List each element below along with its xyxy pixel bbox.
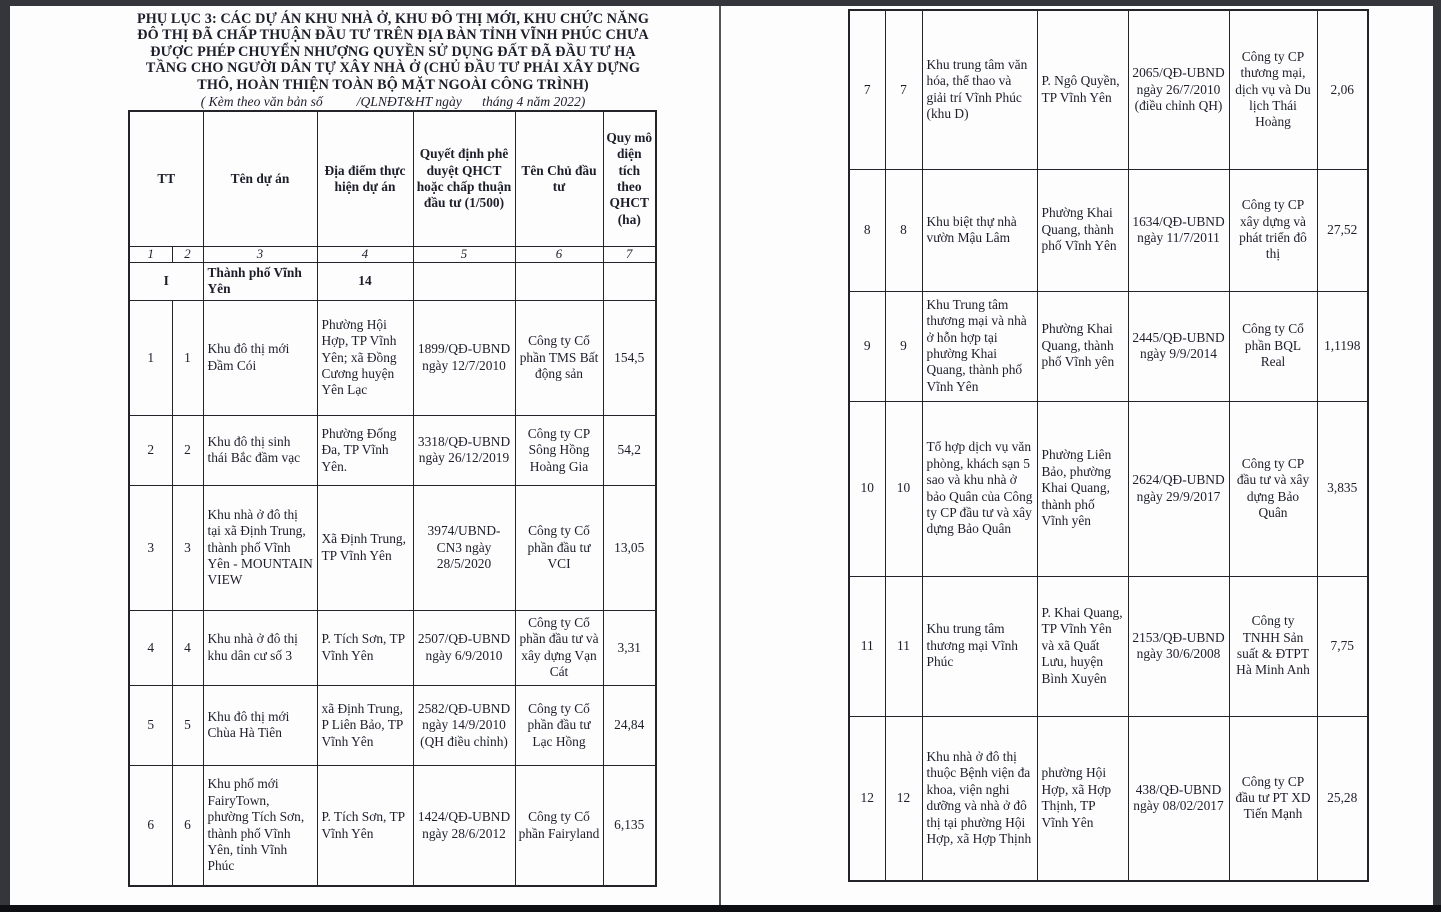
- section-count: 14: [317, 263, 413, 301]
- cell-investor: Công ty CP thương mại, dịch vụ và Du lịch Thái Hoàng: [1229, 10, 1317, 169]
- cell-project-name: Khu nhà ở đô thị thuộc Bệnh viện đa khoa, viện nghi dưỡng và nhà ở đô thị tại phường Hội Hợp, xã Hợp Thịnh: [922, 716, 1037, 881]
- cell-location: P. Khai Quang, TP Vĩnh Yên và xã Quất Lưu, huyện Bình Xuyên: [1037, 576, 1128, 716]
- cell-area: 3,31: [603, 610, 656, 685]
- cell-decision: 2624/QĐ-UBND ngày 29/9/2017: [1128, 401, 1229, 576]
- cell-project-name: Khu trung tâm thương mại Vĩnh Phúc: [922, 576, 1037, 716]
- cell-row-number: 8: [849, 169, 885, 291]
- table-row: [849, 169, 1368, 291]
- cell-investor: Công ty Cổ phần BQL Real: [1229, 291, 1317, 401]
- cell-area: 24,84: [603, 685, 656, 765]
- cell-location: xã Định Trung, P Liên Bảo, TP Vĩnh Yên: [317, 685, 413, 765]
- cell-row-number-2: 6: [172, 765, 203, 886]
- cell-area: 6,135: [603, 765, 656, 886]
- cell-location: Phường Khai Quang, thành phố Vĩnh Yên: [1037, 169, 1128, 291]
- cell-location: P. Tích Sơn, TP Vĩnh Yên: [317, 765, 413, 886]
- title-line: TẦNG CHO NGƯỜI DÂN TỰ XÂY NHÀ Ở (CHỦ ĐẦU TƯ PHẢI XÂY DỰNG: [145, 60, 641, 77]
- empty-cell: [515, 263, 603, 301]
- page-1: [10, 6, 719, 905]
- cell-decision: 1634/QĐ-UBND ngày 11/7/2011: [1128, 169, 1229, 291]
- cell-row-number-2: 12: [885, 716, 922, 881]
- cell-area: 7,75: [1317, 576, 1368, 716]
- table-row: [849, 401, 1368, 576]
- cell-row-number: 2: [129, 415, 172, 485]
- cell-project-name: Khu đô thị mới Chùa Hà Tiên: [203, 685, 317, 765]
- cell-decision: 438/QĐ-UBND ngày 08/02/2017: [1128, 716, 1229, 881]
- empty-cell: [413, 263, 515, 301]
- cell-location: Phường Khai Quang, thành phố Vĩnh yên: [1037, 291, 1128, 401]
- table-row: [129, 300, 656, 415]
- col-header-decision: Quyết định phê duyệt QHCT hoặc chấp thuận đầu tư (1/500): [413, 111, 515, 247]
- page-2: [721, 6, 1433, 905]
- col-header-location: Địa điểm thực hiện dự án: [317, 111, 413, 247]
- cell-row-number-2: 9: [885, 291, 922, 401]
- cell-decision: 3974/UBND-CN3 ngày 28/5/2020: [413, 485, 515, 610]
- column-number: 6: [515, 247, 603, 263]
- cell-row-number-2: 2: [172, 415, 203, 485]
- cell-investor: Công ty CP đầu tư PT XD Tiến Mạnh: [1229, 716, 1317, 881]
- cell-decision: 2582/QĐ-UBND ngày 14/9/2010 (QH điều chỉnh): [413, 685, 515, 765]
- title-line: ĐÔ THỊ ĐÃ CHẤP THUẬN ĐẦU TƯ TRÊN ĐỊA BÀN TỈNH VĨNH PHÚC CHƯA: [137, 27, 649, 44]
- column-number: 4: [317, 247, 413, 263]
- cell-location: P. Tích Sơn, TP Vĩnh Yên: [317, 610, 413, 685]
- cell-area: 13,05: [603, 485, 656, 610]
- cell-investor: Công ty Cổ phần đầu tư VCI: [515, 485, 603, 610]
- cell-decision: 2445/QĐ-UBND ngày 9/9/2014: [1128, 291, 1229, 401]
- projects-table-page-1: [128, 110, 657, 887]
- col-header-project-name: Tên dự án: [203, 111, 317, 247]
- cell-project-name: Tổ hợp dịch vụ văn phòng, khách sạn 5 sao và khu nhà ở bảo Quân của Công ty CP đầu tư và xây dựng Bảo Quân: [922, 401, 1037, 576]
- cell-row-number: 5: [129, 685, 172, 765]
- viewer-bottom-edge: [0, 905, 1441, 912]
- cell-row-number: 7: [849, 10, 885, 169]
- column-number: 5: [413, 247, 515, 263]
- cell-decision: 2153/QĐ-UBND ngày 30/6/2008: [1128, 576, 1229, 716]
- cell-row-number: 3: [129, 485, 172, 610]
- cell-area: 27,52: [1317, 169, 1368, 291]
- cell-project-name: Khu trung tâm văn hóa, thể thao và giải trí Vĩnh Phúc (khu D): [922, 10, 1037, 169]
- table-row: [129, 685, 656, 765]
- cell-row-number: 6: [129, 765, 172, 886]
- table-row: [129, 610, 656, 685]
- table-row: [849, 10, 1368, 169]
- cell-project-name: Khu nhà ở đô thị khu dân cư số 3: [203, 610, 317, 685]
- cell-decision: 3318/QĐ-UBND ngày 26/12/2019: [413, 415, 515, 485]
- projects-table-page-2: [848, 9, 1369, 882]
- cell-investor: Công ty Cổ phần đầu tư Lạc Hồng: [515, 685, 603, 765]
- col-header-tt: TT: [129, 111, 203, 247]
- cell-row-number-2: 10: [885, 401, 922, 576]
- column-number: 7: [603, 247, 656, 263]
- title-line: THÔ, HOÀN THIỆN TOÀN BỘ MẶT NGOÀI CÔNG TRÌNH): [197, 76, 589, 93]
- column-number: 3: [203, 247, 317, 263]
- table-header-row: [129, 111, 656, 247]
- column-number: 1: [129, 247, 172, 263]
- cell-area: 25,28: [1317, 716, 1368, 881]
- cell-investor: Công ty CP Sông Hồng Hoàng Gia: [515, 415, 603, 485]
- cell-row-number: 1: [129, 300, 172, 415]
- cell-decision: 2065/QĐ-UBND ngày 26/7/2010 (điều chỉnh QH): [1128, 10, 1229, 169]
- cell-location: phường Hội Hợp, xã Hợp Thịnh, TP Vĩnh Yên: [1037, 716, 1128, 881]
- document-title: [128, 11, 658, 109]
- cell-investor: Công ty CP đầu tư và xây dựng Bảo Quân: [1229, 401, 1317, 576]
- cell-investor: Công ty CP xây dựng và phát triển đô thị: [1229, 169, 1317, 291]
- cell-investor: Công ty TNHH Sản suất & ĐTPT Hà Minh Anh: [1229, 576, 1317, 716]
- cell-investor: Công ty Cổ phần đầu tư và xây dựng Vạn Cát: [515, 610, 603, 685]
- cell-area: 54,2: [603, 415, 656, 485]
- cell-row-number: 12: [849, 716, 885, 881]
- title-line: ĐƯỢC PHÉP CHUYỂN NHƯỢNG QUYỀN SỬ DỤNG ĐẤT ĐÃ ĐẦU TƯ HẠ: [150, 43, 636, 60]
- cell-decision: 1424/QĐ-UBND ngày 28/6/2012: [413, 765, 515, 886]
- cell-location: Xã Định Trung, TP Vĩnh Yên: [317, 485, 413, 610]
- cell-row-number-2: 5: [172, 685, 203, 765]
- section-number: I: [129, 263, 203, 301]
- table-row: [849, 576, 1368, 716]
- table-row: [129, 765, 656, 886]
- cell-row-number-2: 8: [885, 169, 922, 291]
- cell-row-number-2: 1: [172, 300, 203, 415]
- cell-investor: Công ty Cổ phần Fairyland: [515, 765, 603, 886]
- cell-investor: Công ty Cổ phần TMS Bất động sản: [515, 300, 603, 415]
- cell-row-number: 10: [849, 401, 885, 576]
- cell-row-number-2: 4: [172, 610, 203, 685]
- cell-row-number: 9: [849, 291, 885, 401]
- cell-decision: 1899/QĐ-UBND ngày 12/7/2010: [413, 300, 515, 415]
- table-row: [849, 291, 1368, 401]
- cell-project-name: Khu đô thị mới Đầm Cói: [203, 300, 317, 415]
- empty-cell: [603, 263, 656, 301]
- cell-location: Phường Hội Hợp, TP Vĩnh Yên; xã Đồng Cương huyện Yên Lạc: [317, 300, 413, 415]
- cell-row-number-2: 11: [885, 576, 922, 716]
- cell-decision: 2507/QĐ-UBND ngày 6/9/2010: [413, 610, 515, 685]
- cell-location: Phường Đống Đa, TP Vĩnh Yên.: [317, 415, 413, 485]
- document-subtitle: ( Kèm theo văn bản số /QLNĐT&HT ngày tháng 4 năm 2022): [200, 94, 586, 110]
- section-row: [129, 263, 656, 301]
- cell-location: P. Ngô Quyền, TP Vĩnh Yên: [1037, 10, 1128, 169]
- cell-area: 154,5: [603, 300, 656, 415]
- cell-project-name: Khu phố mới FairyTown, phường Tích Sơn, thành phố Vĩnh Yên, tỉnh Vĩnh Phúc: [203, 765, 317, 886]
- cell-row-number: 4: [129, 610, 172, 685]
- col-header-investor: Tên Chủ đầu tư: [515, 111, 603, 247]
- column-number-row: [129, 247, 656, 263]
- cell-row-number-2: 7: [885, 10, 922, 169]
- cell-area: 3,835: [1317, 401, 1368, 576]
- table-row: [129, 485, 656, 610]
- section-name: Thành phố Vĩnh Yên: [203, 263, 317, 301]
- cell-location: Phường Liên Bảo, phường Khai Quang, thành phố Vĩnh yên: [1037, 401, 1128, 576]
- col-header-area: Quy mô diện tích theo QHCT (ha): [603, 111, 656, 247]
- title-line: PHỤ LỤC 3: CÁC DỰ ÁN KHU NHÀ Ở, KHU ĐÔ THỊ MỚI, KHU CHỨC NĂNG: [137, 11, 649, 27]
- table-row: [849, 716, 1368, 881]
- cell-project-name: Khu biệt thự nhà vườn Mậu Lâm: [922, 169, 1037, 291]
- cell-row-number: 11: [849, 576, 885, 716]
- cell-row-number-2: 3: [172, 485, 203, 610]
- column-number: 2: [172, 247, 203, 263]
- cell-area: 2,06: [1317, 10, 1368, 169]
- cell-project-name: Khu Trung tâm thương mại và nhà ở hỗn hợp tại phường Khai Quang, thành phố Vĩnh Yên: [922, 291, 1037, 401]
- cell-project-name: Khu đô thị sinh thái Bắc đầm vạc: [203, 415, 317, 485]
- cell-project-name: Khu nhà ở đô thị tại xã Định Trung, thành phố Vĩnh Yên - MOUNTAIN VIEW: [203, 485, 317, 610]
- table-row: [129, 415, 656, 485]
- cell-area: 1,1198: [1317, 291, 1368, 401]
